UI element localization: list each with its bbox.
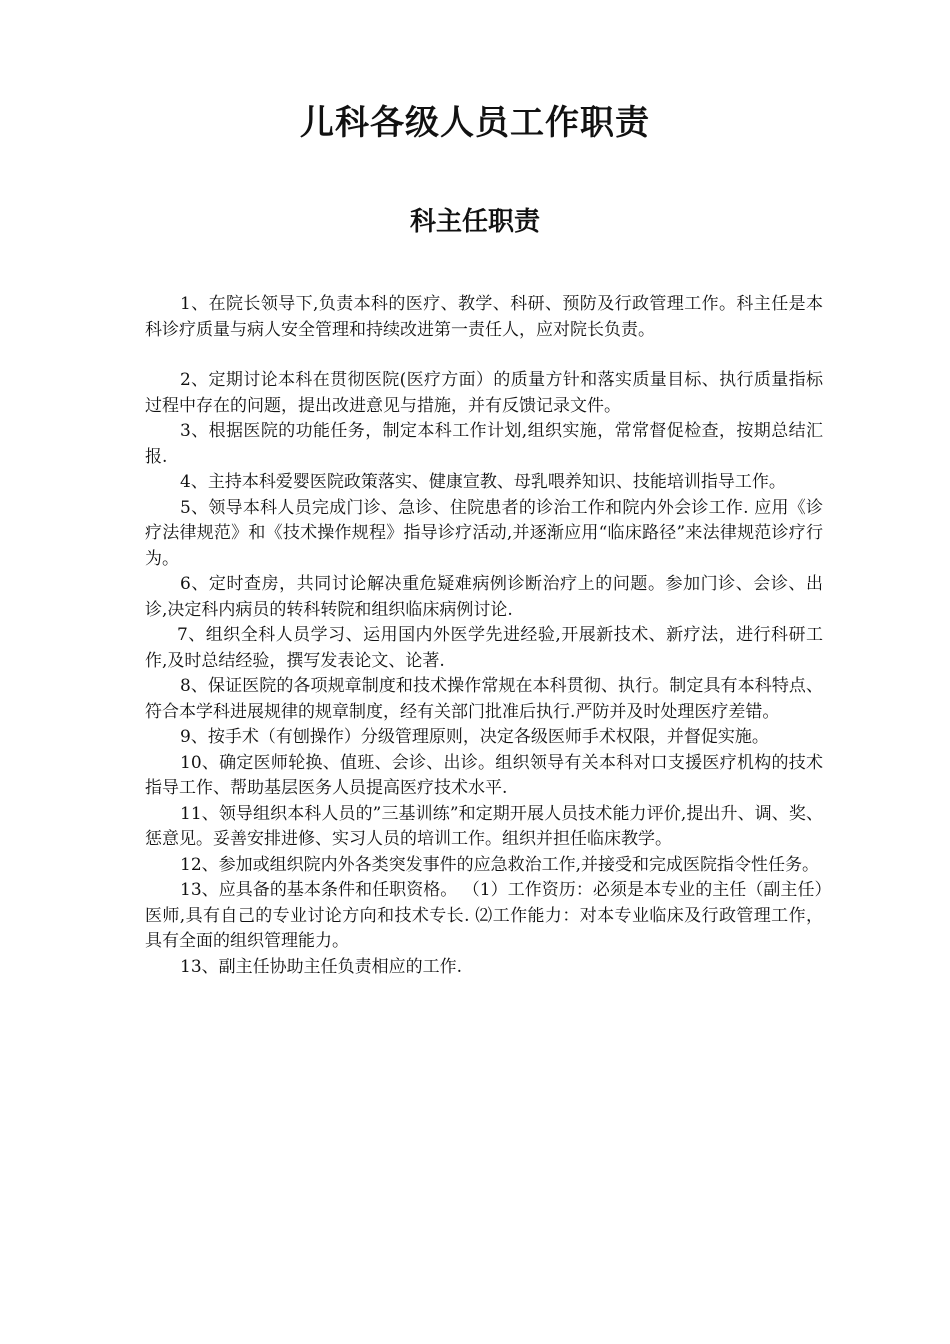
duty-paragraph-9: 9、按手术（有刨操作）分级管理原则，决定各级医师手术权限，并督促实施。 xyxy=(180,727,769,747)
duty-list xyxy=(145,292,823,980)
duty-paragraph-8: 8、保证医院的各项规章制度和技术操作常规在本科贯彻、执行。制定具有本科特点、符合本学科进展规律的规章制度，经有关部门批准后执行.严防并及时处理医疗差错。 xyxy=(145,676,823,722)
duty-paragraph-1: 1、在院长领导下,负责本科的医疗、教学、科研、预防及行政管理工作。科主任是本科诊疗质量与病人安全管理和持续改进第一责任人，应对院长负责。 xyxy=(145,294,823,340)
duty-paragraph-11: 11、领导组织本科人员的”三基训练”和定期开展人员技术能力评价,提出升、调、奖、惩意见。妥善安排进修、实习人员的培训工作。组织并担任临床教学。 xyxy=(145,803,823,849)
duty-paragraph-14: 13、副主任协助主任负责相应的工作. xyxy=(180,956,463,977)
section-title: 科主任职责 xyxy=(409,207,540,237)
duty-paragraph-6: 6、定时查房，共同讨论解决重危疑难病例诊断治疗上的问题。参加门诊、会诊、出诊,决定科内病员的转科转院和组织临床病例讨论. xyxy=(145,574,823,620)
duty-paragraph-2: 2、定期讨论本科在贯彻医院(医疗方面）的质量方针和落实质量目标、执行质量指标过程中存在的问题，提出改进意见与措施，并有反馈记录文件。 xyxy=(145,370,823,416)
duty-paragraph-4: 4、主持本科爱婴医院政策落实、健康宣教、母乳喂养知识、技能培训指导工作。 xyxy=(180,472,786,492)
duty-paragraph-5: 5、领导本科人员完成门诊、急诊、住院患者的诊治工作和院内外会诊工作. 应用《诊疗法律规范》和《技术操作规程》指导诊疗活动,并逐渐应用“临床路径”来法律规范诊疗行为。 xyxy=(145,497,823,569)
duty-paragraph-7: 7、组织全科人员学习、运用国内外医学先进经验,开展新技术、新疗法，进行科研工作,及时总结经验，撰写发表论文、论著. xyxy=(145,625,823,671)
duty-paragraph-13: 13、应具备的基本条件和任职资格。 （1）工作资历：必须是本专业的主任（副主任）医师,具有自己的专业讨论方向和技术专长. ⑵工作能力：对本专业临床及行政管理工作，具有全面的组织管理能力。 xyxy=(145,880,823,951)
duty-paragraph-3: 3、根据医院的功能任务，制定本科工作计划,组织实施，常常督促检查，按期总结汇报. xyxy=(145,421,823,467)
duty-paragraph-10: 10、确定医师轮换、值班、会诊、出诊。组织领导有关本科对口支援医疗机构的技术指导工作、帮助基层医务人员提高医疗技术水平. xyxy=(145,752,823,798)
duty-paragraph-12: 12、参加或组织院内外各类突发事件的应急救治工作,并接受和完成医院指令性任务。 xyxy=(180,854,820,875)
document-title: 儿科各级人员工作职责 xyxy=(300,103,650,143)
